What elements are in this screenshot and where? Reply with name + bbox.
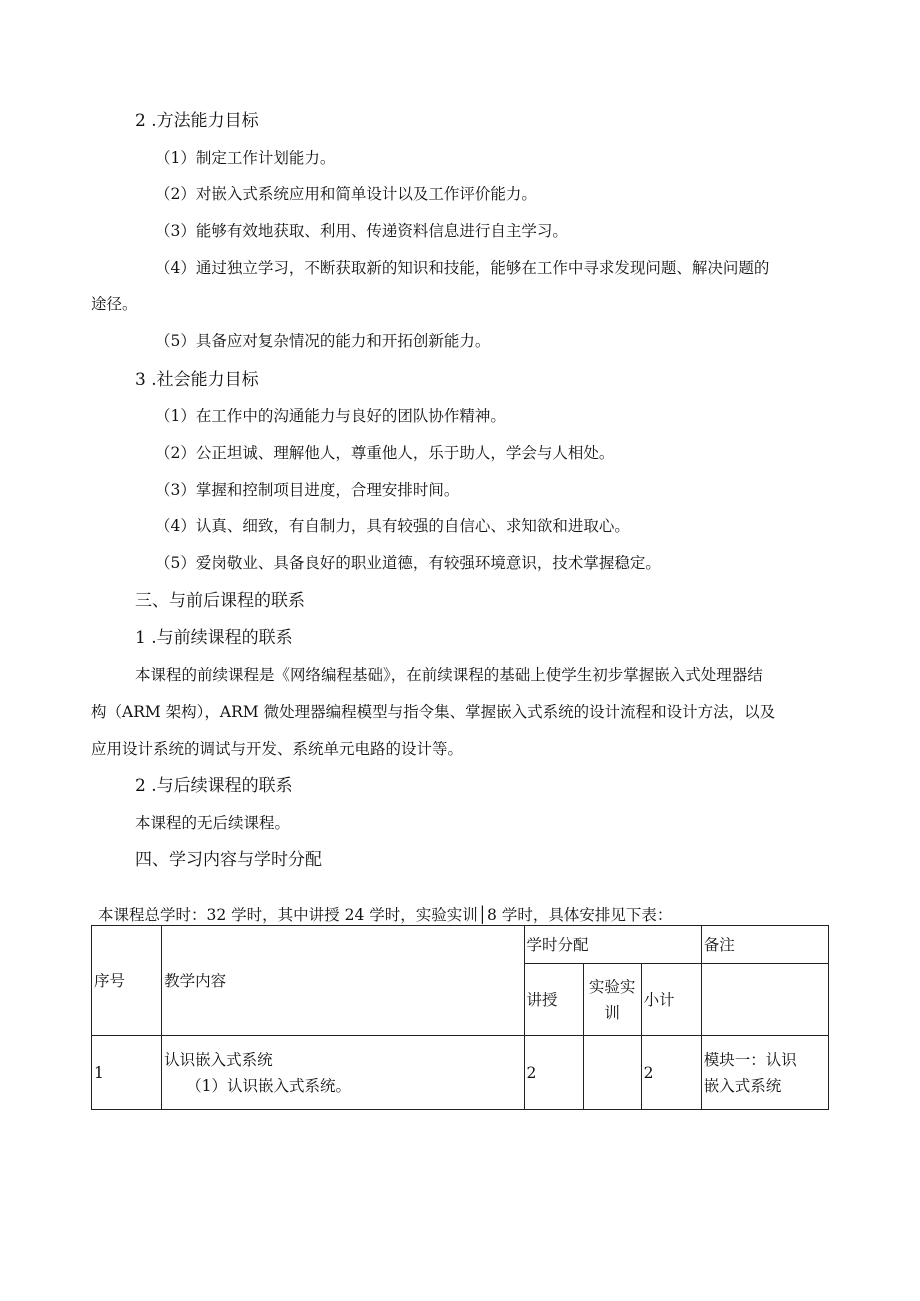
social-heading: 3 .社会能力目标	[135, 370, 259, 390]
header-lab-line-1: 实验实	[588, 977, 636, 996]
row-note	[701, 1036, 828, 1110]
header-no: 序号	[92, 926, 162, 1036]
row-content	[162, 1036, 524, 1110]
header-lab-line-2: 训	[604, 1003, 620, 1022]
method-item-4-cont: 途径。	[91, 295, 138, 313]
header-subtotal: 小计	[641, 964, 701, 1036]
social-item-5: （5）爱岗敬业、具备良好的职业道德，有较强环境意识，技术掌握稳定。	[155, 554, 661, 572]
prev-course-heading: 1 .与前续课程的联系	[135, 628, 293, 648]
social-item-3: （3）掌握和控制项目进度，合理安排时间。	[155, 481, 460, 499]
row-title: 认识嵌入式系统	[164, 1050, 273, 1069]
method-heading: 2 .方法能力目标	[135, 111, 259, 131]
social-item-1: （1）在工作中的沟通能力与良好的团队协作精神。	[155, 407, 506, 425]
content-heading: 四、学习内容与学时分配	[135, 850, 322, 870]
hours-intro: 本课程总学时：32 学时，其中讲授 24 学时，实验实训│8 学时，具体安排见下表：	[98, 906, 673, 924]
next-course-heading: 2 .与后续课程的联系	[135, 776, 293, 796]
table-row	[92, 1036, 829, 1110]
row-note-line-2: 嵌入式系统	[703, 1076, 782, 1095]
relation-heading: 三、与前后课程的联系	[135, 591, 305, 611]
header-note-empty	[701, 964, 828, 1036]
prev-course-line-2: 构（ARM 架构），ARM 微处理器编程模型与指令集、掌握嵌入式系统的设计流程和设计方法，以及	[91, 703, 776, 721]
header-hours: 学时分配	[524, 926, 701, 964]
prev-course-line-1: 本课程的前续课程是《网络编程基础》，在前续课程的基础上使学生初步掌握嵌入式处理器结	[135, 666, 763, 684]
header-note: 备注	[701, 926, 828, 964]
method-item-4: （4）通过独立学习，不断获取新的知识和技能，能够在工作中寻求发现问题、解决问题的	[155, 259, 770, 277]
header-content: 教学内容	[162, 926, 524, 1036]
method-item-3: （3）能够有效地获取、利用、传递资料信息进行自主学习。	[155, 222, 568, 240]
row-note-line-1: 模块一：认识	[703, 1050, 797, 1069]
method-item-1: （1）制定工作计划能力。	[155, 149, 336, 167]
row-sub-item: （1）认识嵌入式系统。	[186, 1076, 351, 1095]
header-lecture: 讲授	[524, 964, 583, 1036]
row-no: 1	[92, 1036, 162, 1110]
method-item-5: （5）具备应对复杂情况的能力和开拓创新能力。	[155, 332, 491, 350]
row-subtotal: 2	[641, 1036, 701, 1110]
social-item-4: （4）认真、细致，有自制力，具有较强的自信心、求知欲和进取心。	[155, 517, 630, 535]
next-course-text: 本课程的无后续课程。	[135, 814, 291, 832]
row-lab	[583, 1036, 641, 1110]
schedule-table	[91, 925, 829, 1110]
prev-course-line-3: 应用设计系统的调试与开发、系统单元电路的设计等。	[91, 740, 464, 758]
social-item-2: （2）公正坦诚、理解他人，尊重他人，乐于助人，学会与人相处。	[155, 444, 615, 462]
row-lecture: 2	[524, 1036, 583, 1110]
table-header-row	[92, 926, 829, 964]
method-item-2: （2）对嵌入式系统应用和简单设计以及工作评价能力。	[155, 185, 537, 203]
header-lab	[583, 964, 641, 1036]
